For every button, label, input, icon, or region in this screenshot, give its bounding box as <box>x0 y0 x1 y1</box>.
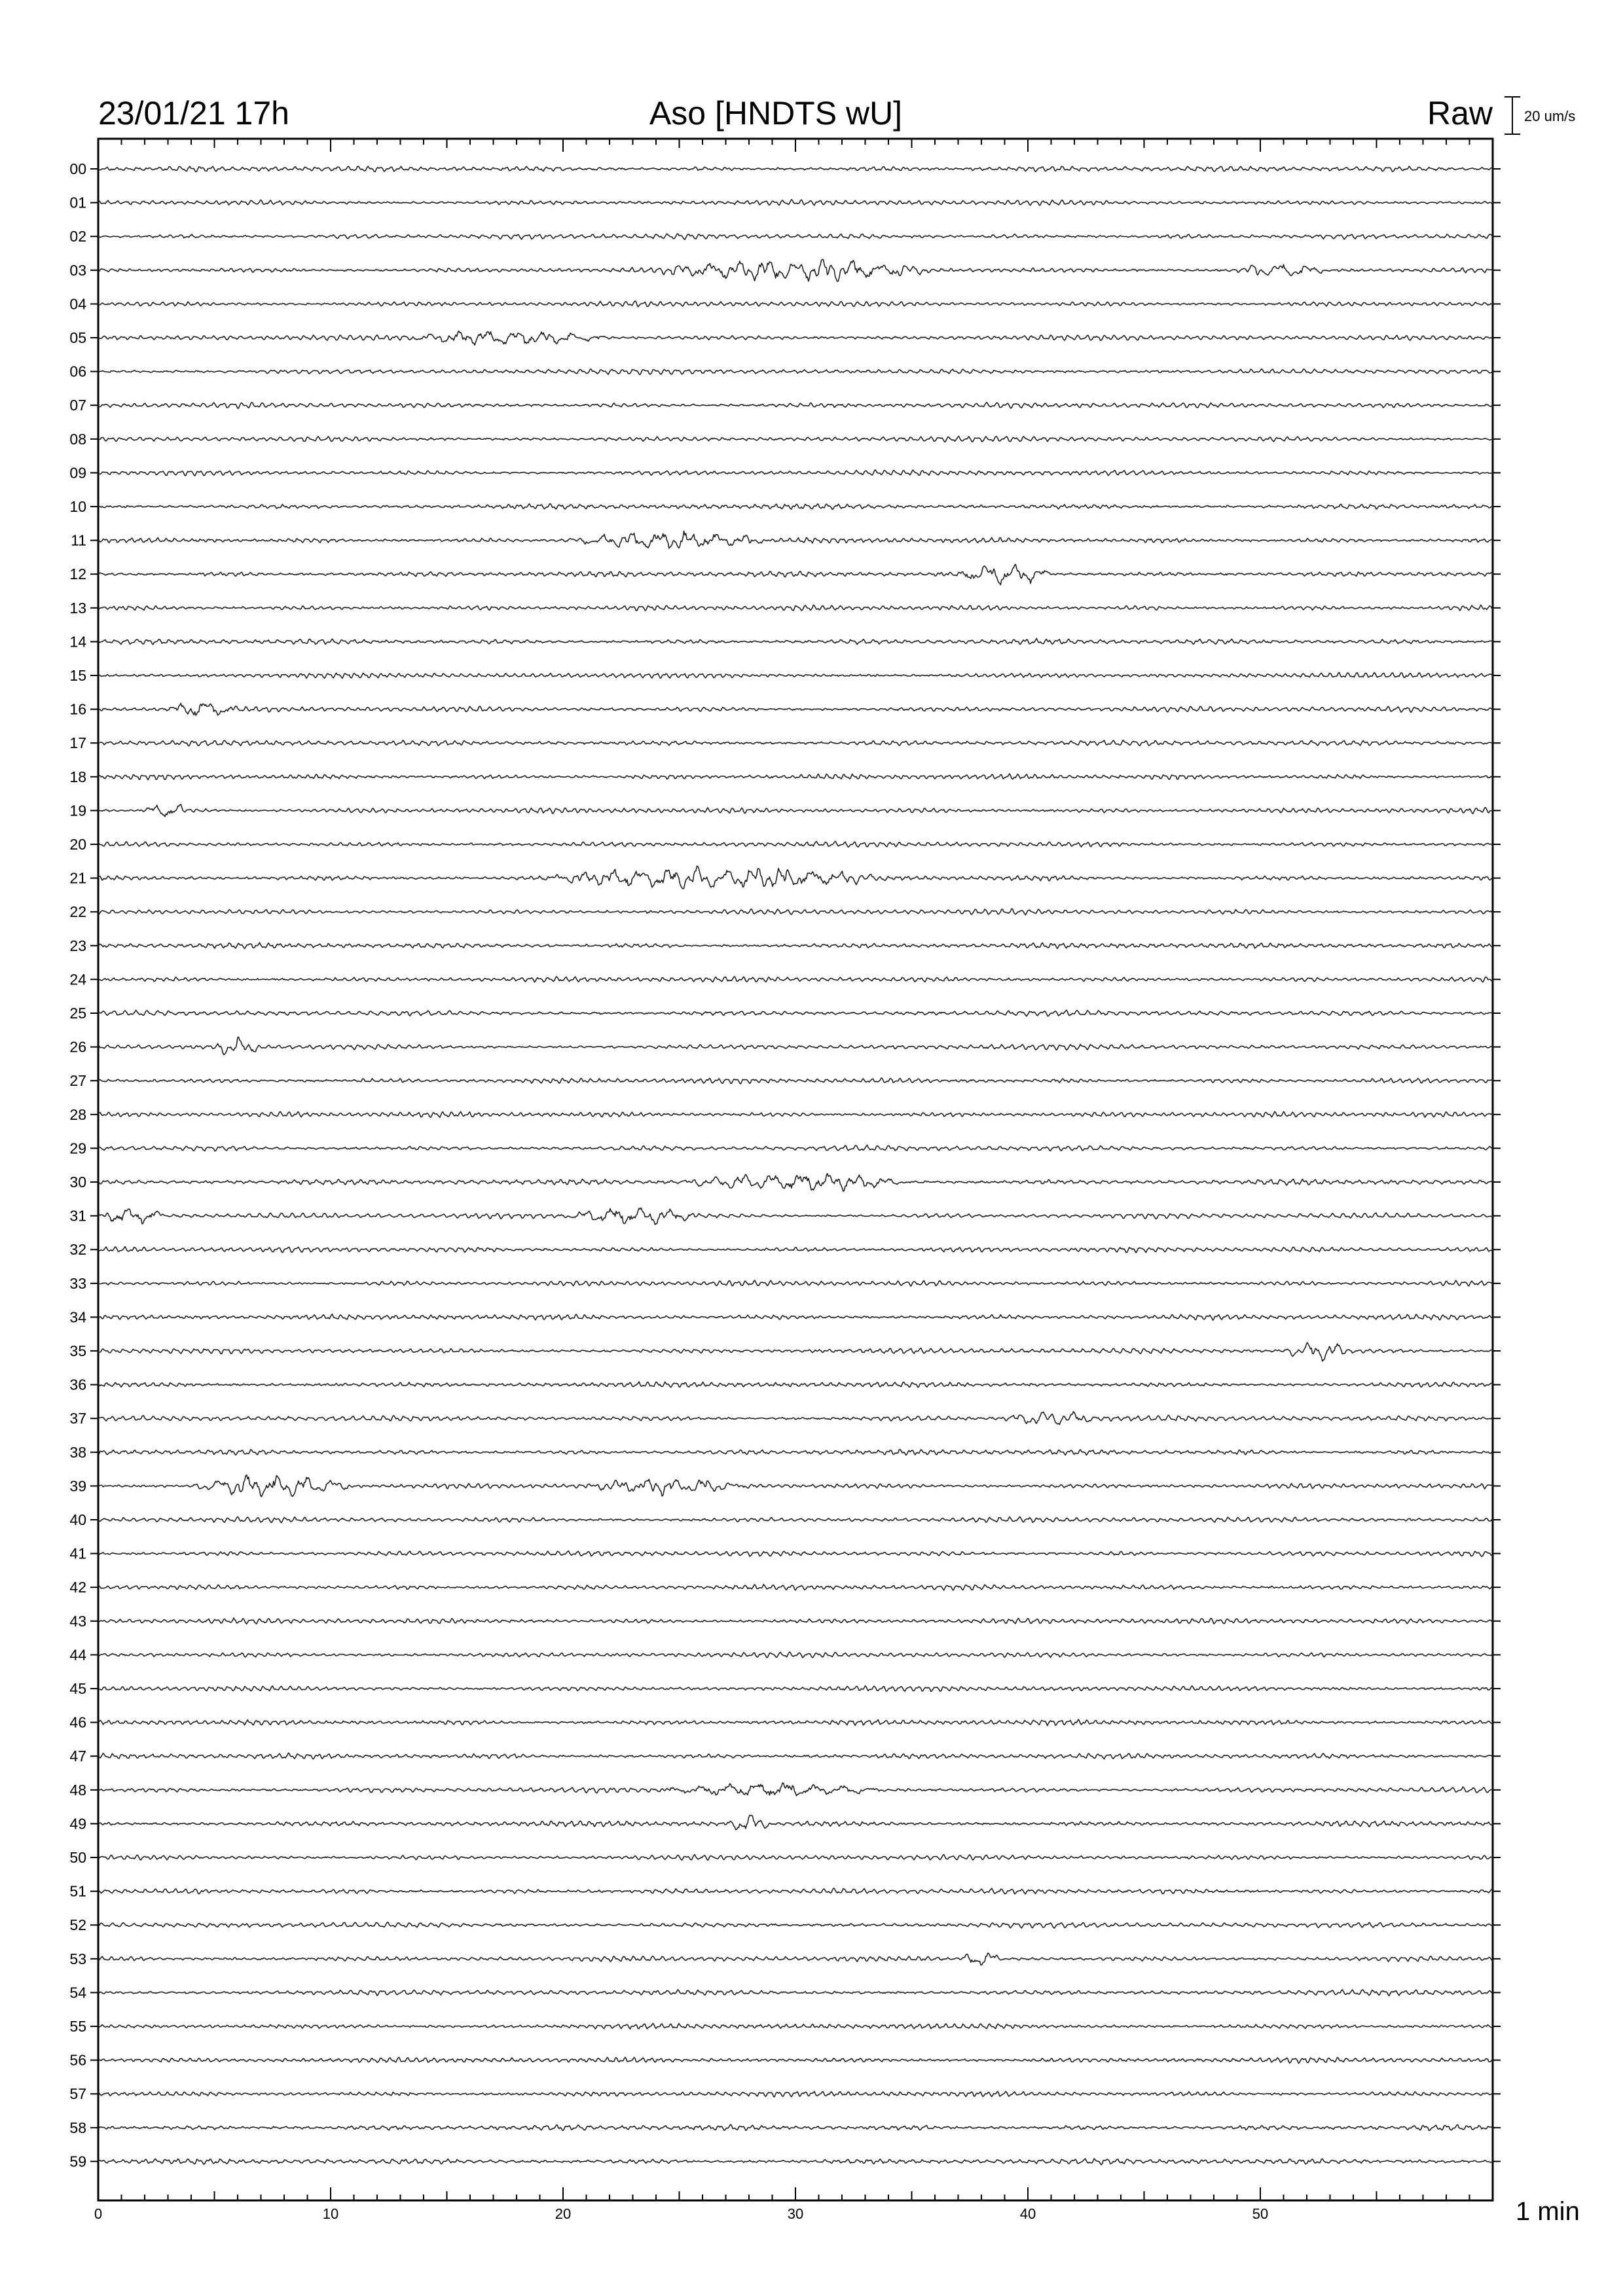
trace-row <box>98 369 1493 375</box>
trace-row <box>98 1585 1493 1590</box>
row-label: 47 <box>69 1748 86 1765</box>
mode-label: Raw <box>1427 95 1493 132</box>
trace-row <box>98 2024 1493 2030</box>
trace-row <box>98 841 1493 847</box>
row-label: 41 <box>69 1545 86 1562</box>
trace-row <box>98 2125 1493 2130</box>
trace-row <box>98 403 1493 408</box>
trace-row <box>98 1855 1493 1861</box>
row-label: 27 <box>69 1072 86 1090</box>
trace-row <box>98 437 1493 442</box>
x-unit-label: 1 min <box>1516 2197 1580 2226</box>
trace-row <box>98 774 1493 780</box>
row-label: 00 <box>69 160 86 177</box>
trace-row <box>98 531 1493 548</box>
traces <box>98 166 1493 2164</box>
bottom-axis-ticks <box>94 2187 1493 2222</box>
row-label: 56 <box>69 2051 86 2069</box>
row-label: 37 <box>69 1410 86 1427</box>
trace-row <box>98 1247 1493 1253</box>
row-label: 23 <box>69 937 86 954</box>
trace-row <box>98 1516 1493 1522</box>
row-label: 25 <box>69 1005 86 1022</box>
row-label: 59 <box>69 2153 86 2170</box>
trace-row <box>98 1753 1493 1759</box>
trace-row <box>98 1816 1493 1830</box>
x-tick-label: 50 <box>1252 2206 1269 2222</box>
row-label: 43 <box>69 1612 86 1630</box>
trace-row <box>98 2091 1493 2096</box>
row-label: 16 <box>69 700 86 718</box>
trace-row <box>98 504 1493 510</box>
x-tick-label: 10 <box>322 2206 339 2222</box>
trace-row <box>98 1783 1493 1796</box>
row-label: 08 <box>69 430 86 448</box>
trace-row <box>98 1922 1493 1928</box>
row-label: 48 <box>69 1781 86 1799</box>
trace-row <box>98 1174 1493 1191</box>
row-label: 53 <box>69 1950 86 1967</box>
trace-row <box>98 1037 1493 1054</box>
row-label: 30 <box>69 1174 86 1191</box>
trace-row <box>98 1314 1493 1320</box>
trace-row <box>98 259 1493 281</box>
row-label: 15 <box>69 667 86 684</box>
trace-row <box>98 977 1493 982</box>
trace-row <box>98 908 1493 915</box>
trace-row <box>98 1450 1493 1456</box>
row-label: 55 <box>69 2018 86 2035</box>
trace-row <box>98 1078 1493 1084</box>
top-axis-ticks <box>98 139 1493 152</box>
trace-row <box>98 866 1493 889</box>
row-label: 18 <box>69 768 86 785</box>
row-label: 44 <box>69 1646 86 1664</box>
row-label: 21 <box>69 869 86 887</box>
station-title: Aso [HNDTS wU] <box>649 95 903 132</box>
row-label: 11 <box>71 531 86 549</box>
x-tick-label: 20 <box>555 2206 572 2222</box>
row-label: 24 <box>69 971 86 988</box>
trace-row <box>98 638 1493 644</box>
row-label: 19 <box>69 802 86 819</box>
trace-row <box>98 1475 1493 1496</box>
row-label: 40 <box>69 1511 86 1528</box>
trace-row <box>98 1719 1493 1725</box>
row-label: 49 <box>69 1815 86 1833</box>
trace-row <box>98 200 1493 206</box>
trace-row <box>98 331 1493 346</box>
row-label: 29 <box>69 1139 86 1157</box>
trace-row <box>98 1652 1493 1658</box>
row-label: 34 <box>69 1308 86 1326</box>
row-label: 51 <box>69 1882 86 1900</box>
row-label: 42 <box>69 1579 86 1596</box>
trace-row <box>98 470 1493 476</box>
x-tick-label: 40 <box>1019 2206 1036 2222</box>
trace-row <box>98 2057 1493 2063</box>
trace-row <box>98 1145 1493 1151</box>
row-label: 33 <box>69 1274 86 1292</box>
row-label: 09 <box>69 464 86 482</box>
row-label: 28 <box>69 1105 86 1123</box>
row-label: 26 <box>69 1038 86 1056</box>
row-label: 02 <box>69 228 86 245</box>
trace-row <box>98 1953 1493 1965</box>
row-label: 22 <box>69 903 86 921</box>
trace-row <box>98 2159 1493 2164</box>
trace-row <box>98 1888 1493 1894</box>
row-labels <box>69 160 1501 2170</box>
trace-row <box>98 704 1493 715</box>
trace-row <box>98 804 1493 817</box>
trace-row <box>98 942 1493 948</box>
row-label: 57 <box>69 2085 86 2103</box>
row-label: 31 <box>69 1207 86 1225</box>
row-label: 12 <box>69 565 86 583</box>
row-label: 06 <box>69 363 86 380</box>
row-label: 46 <box>69 1713 86 1731</box>
trace-row <box>98 1990 1493 1996</box>
row-label: 50 <box>69 1849 86 1866</box>
trace-row <box>98 1551 1493 1556</box>
row-label: 36 <box>69 1376 86 1393</box>
trace-row <box>98 1010 1493 1016</box>
row-label: 03 <box>69 261 86 279</box>
trace-row <box>98 301 1493 307</box>
trace-row <box>98 1208 1493 1225</box>
trace-row <box>98 605 1493 611</box>
x-tick-label: 30 <box>787 2206 804 2222</box>
trace-row <box>98 1342 1493 1361</box>
row-label: 58 <box>69 2119 86 2136</box>
x-tick-label: 0 <box>94 2206 103 2222</box>
row-label: 52 <box>69 1916 86 1934</box>
row-label: 10 <box>69 498 86 515</box>
row-label: 20 <box>69 836 86 853</box>
trace-row <box>98 1280 1493 1286</box>
row-label: 13 <box>69 599 86 617</box>
row-label: 38 <box>69 1443 86 1461</box>
trace-row <box>98 1112 1493 1118</box>
trace-row <box>98 1412 1493 1425</box>
row-label: 07 <box>69 397 86 414</box>
row-label: 32 <box>69 1241 86 1259</box>
row-label: 39 <box>69 1477 86 1495</box>
trace-row <box>98 1686 1493 1692</box>
scale-bar <box>1504 97 1575 134</box>
row-label: 01 <box>69 194 86 211</box>
scale-bar-label: 20 um/s <box>1524 108 1576 124</box>
trace-row <box>98 673 1493 679</box>
row-label: 14 <box>69 633 86 651</box>
trace-row <box>98 1618 1493 1624</box>
trace-row <box>98 564 1493 584</box>
row-label: 04 <box>69 295 86 313</box>
trace-row <box>98 740 1493 746</box>
row-label: 45 <box>69 1680 86 1697</box>
row-label: 54 <box>69 1984 86 2001</box>
datetime-label: 23/01/21 17h <box>98 95 289 132</box>
row-label: 17 <box>69 734 86 752</box>
trace-row <box>98 234 1493 240</box>
trace-row <box>98 166 1493 172</box>
row-label: 05 <box>69 329 86 346</box>
row-label: 35 <box>69 1342 86 1359</box>
trace-row <box>98 1382 1493 1388</box>
